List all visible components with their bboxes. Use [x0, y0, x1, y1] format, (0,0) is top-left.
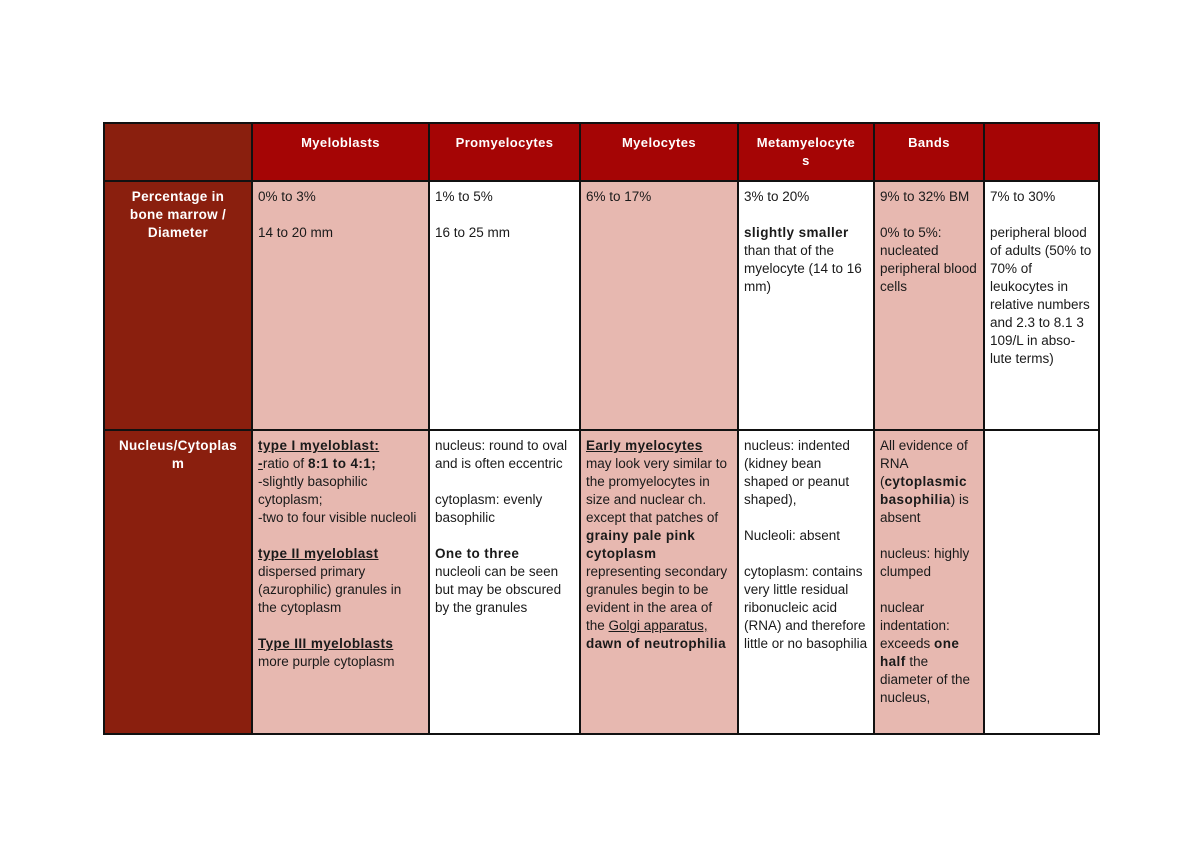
row-label-percentage-line1: Percentage in [131, 189, 225, 204]
header-myelocytes: Myelocytes [580, 123, 738, 181]
promyelocyte-nucleoli-text: nucleoli can be seen but may be obscured by the granules [435, 564, 562, 615]
myeloblast-type3-text: more purple cytoplasm [258, 654, 395, 669]
metamyelocyte-nucleoli: Nucleoli: absent [744, 528, 841, 543]
percentage-row [104, 181, 1099, 430]
cell-myelocytes-percentage [580, 181, 738, 430]
header-corner-cell [104, 123, 252, 181]
metamyelocyte-nucleus: nucleus: indented (kidney bean shaped or peanut shaped), [744, 438, 850, 507]
myelocyte-golgi: Golgi apparatus, [608, 618, 708, 633]
bands-peripheral: 0% to 5%: nucleated peripheral blood cells [880, 225, 977, 294]
cell-metamyelocytes-nucleus [738, 430, 874, 734]
myelocyte-dawn: dawn of neutrophilia [586, 636, 726, 651]
header-metamyelocytes-line1: Metamyelocyte [756, 135, 856, 150]
row-label-percentage-line3: Diameter [147, 225, 209, 240]
cell-promyelocytes-percentage [429, 181, 580, 430]
myeloblast-type2-text: dispersed primary (azurophilic) granules in the cytoplasm [258, 564, 402, 615]
promyelocyte-nucleus: nucleus: round to oval and is often eccentric [435, 438, 568, 471]
metamyelocytes-diameter [744, 224, 868, 296]
promyelocyte-cytoplasm: cytoplasm: evenly basophilic [435, 492, 543, 525]
bands-indentation-text-2: the diameter of the nucleus, [880, 654, 971, 705]
myeloblast-type3 [258, 635, 423, 671]
myeloblast-basophilic: -slightly basophilic cytoplasm; [258, 474, 368, 507]
cell-last-nucleus [984, 430, 1099, 734]
myeloblasts-percentage: 0% to 3% [258, 189, 316, 204]
myeloblast-ratio-value: 8:1 to 4:1; [307, 456, 377, 471]
row-label-nucleus-line1: Nucleus/Cytoplas [118, 438, 238, 453]
nucleus-cytoplasm-row [104, 430, 1099, 734]
cell-myeloblasts-nucleus [252, 430, 429, 734]
myelocyte-description [586, 437, 732, 653]
bands-rna-text-1: All evidence of RNA ( [880, 438, 968, 489]
header-promyelocytes: Promyelocytes [429, 123, 580, 181]
bands-indentation-bold: one half [880, 636, 960, 669]
myeloblast-type1-title: type I myeloblast: [258, 438, 380, 453]
row-label-percentage [104, 181, 252, 430]
promyelocyte-nucleoli [435, 545, 574, 617]
cell-myelocytes-nucleus [580, 430, 738, 734]
bands-rna-bold: cytoplasmic basophilia [880, 474, 967, 507]
cell-promyelocytes-nucleus [429, 430, 580, 734]
bands-percentage: 9% to 32% BM [880, 189, 970, 204]
myeloblast-dash: - [258, 456, 263, 471]
bands-indentation [880, 599, 978, 707]
cell-last-percentage [984, 181, 1099, 430]
header-metamyelocytes [738, 123, 874, 181]
bands-nucleus: nucleus: highly clumped [880, 546, 970, 579]
myeloid-cells-table [103, 122, 1100, 735]
header-row [104, 123, 1099, 181]
row-label-nucleus [104, 430, 252, 734]
row-label-nucleus-line2: m [171, 456, 185, 471]
myelocyte-text-1: may look very similar to the promyelocytes in size and nuclear ch. except that patches of [586, 456, 728, 525]
promyelocytes-percentage: 1% to 5% [435, 189, 493, 204]
myeloblast-type3-title: Type III myeloblasts [258, 636, 394, 651]
header-myeloblasts: Myeloblasts [252, 123, 429, 181]
metamyelocytes-percentage: 3% to 20% [744, 189, 810, 204]
header-metamyelocytes-line2: s [802, 153, 810, 168]
myeloblast-ratio-text: ratio of [262, 456, 308, 471]
cell-myeloblasts-percentage [252, 181, 429, 430]
myelocyte-early-title: Early myelocytes [586, 438, 703, 453]
metamyelocyte-cytoplasm: cytoplasm: contains very little residual ribonucleic acid (RNA) and therefore little or no basophilia [744, 564, 868, 651]
metamyelocytes-diameter-text: than that of the myelocyte (14 to 16 mm) [744, 243, 862, 294]
last-peripheral: peripheral blood of adults (50% to 70% of leukocytes in relative numbers and 2.3 to 8.1 3 109/L in abso- lute terms) [990, 225, 1092, 366]
cell-bands-nucleus [874, 430, 984, 734]
row-label-percentage-line2: bone marrow / [129, 207, 227, 222]
metamyelocytes-diameter-bold: slightly smaller [744, 225, 849, 240]
bands-rna-text-2: ) is absent [880, 492, 969, 525]
myeloblast-type2-title: type II myeloblast [258, 546, 379, 561]
cell-bands-percentage [874, 181, 984, 430]
myelocyte-grainy-cytoplasm: grainy pale pink cytoplasm [586, 528, 696, 561]
header-bands: Bands [874, 123, 984, 181]
promyelocytes-diameter: 16 to 25 mm [435, 225, 511, 240]
myeloblast-nucleoli: -two to four visible nucleoli [258, 510, 417, 525]
myelocytes-percentage: 6% to 17% [586, 189, 652, 204]
last-percentage: 7% to 30% [990, 189, 1056, 204]
myeloblast-type2 [258, 545, 423, 617]
myelocyte-text-2: representing secondary granules begin to be evident in the area of the [586, 564, 728, 633]
bands-indentation-text-1: nuclear indentation: exceeds [880, 600, 950, 651]
cell-metamyelocytes-percentage [738, 181, 874, 430]
header-empty-cell [984, 123, 1099, 181]
bands-rna [880, 437, 978, 527]
promyelocyte-nucleoli-bold: One to three [435, 546, 520, 561]
myeloblast-type1 [258, 437, 423, 527]
myeloblasts-diameter: 14 to 20 mm [258, 225, 334, 240]
